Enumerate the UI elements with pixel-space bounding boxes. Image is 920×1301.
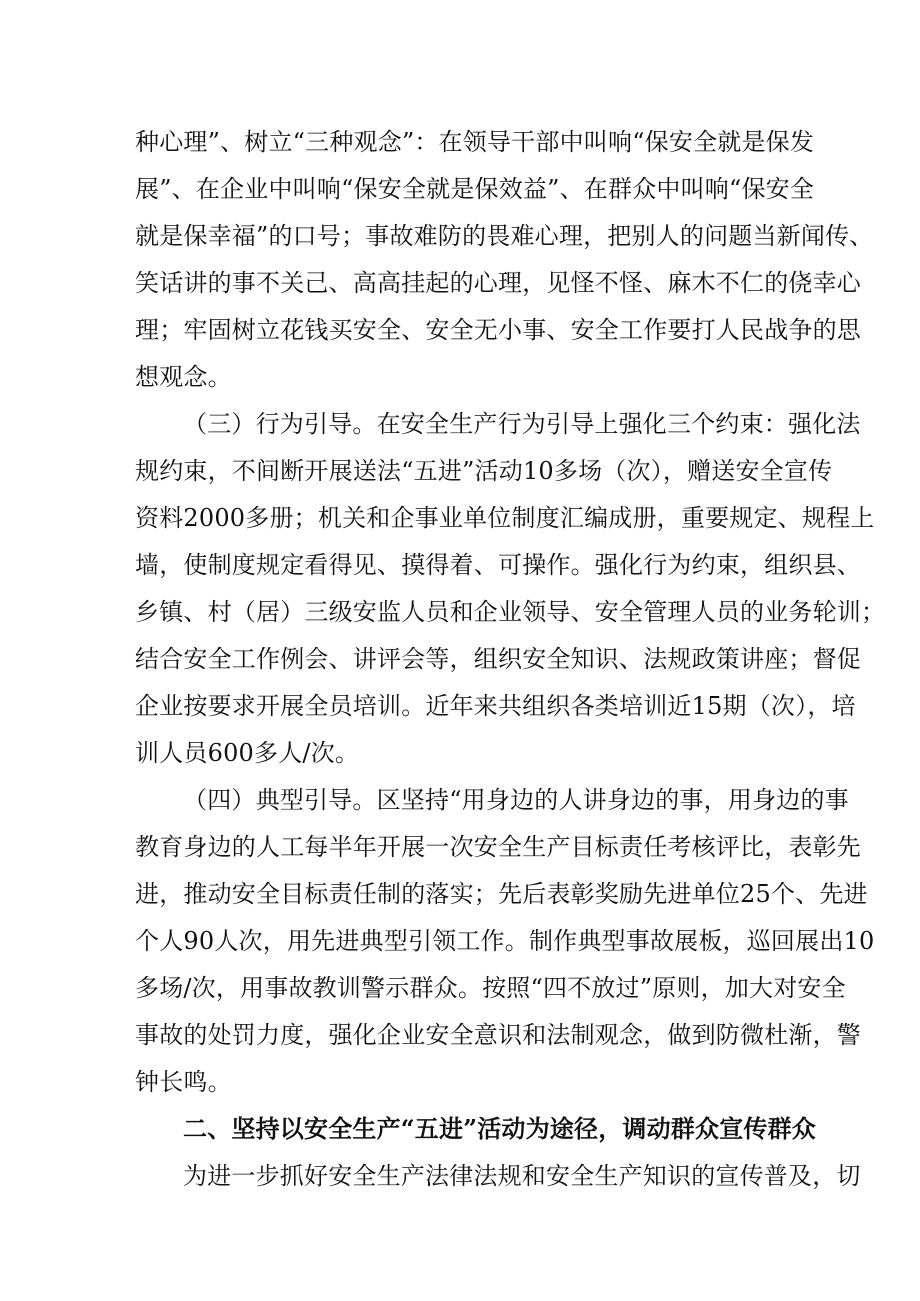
text-line: 个人90人次，用先进典型引领工作。制作典型事故展板，巡回展出10 <box>135 927 875 955</box>
text-line: 想观念。 <box>135 363 232 391</box>
text-line: 多场/次，用事故教训警示群众。按照“四不放过”原则，加大对安全 <box>135 974 846 1002</box>
text-line: 墙，使制度规定看得见、摸得着、可操作。强化行为约束，组织县、 <box>135 551 861 579</box>
text-line: 展”、在企业中叫响“保安全就是保效益”、在群众中叫响“保安全 <box>135 175 815 203</box>
text-line: 种心理”、树立“三种观念”：在领导干部中叫响“保安全就是保发 <box>135 128 815 156</box>
text-line: 训人员600多人/次。 <box>135 739 360 767</box>
text-line: 进，推动安全目标责任制的落实；先后表彰奖励先进单位25个、先进 <box>135 880 868 908</box>
text-line: 规约束，不间断开展送法“五进”活动10多场（次），赠送安全宣传 <box>135 457 833 485</box>
text-line: 乡镇、村（居）三级安监人员和企业领导、安全管理人员的业务轮训； <box>135 598 886 626</box>
text-line: 事故的处罚力度，强化企业安全意识和法制观念，做到防微杜渐，警 <box>135 1021 861 1049</box>
section-heading: 二、坚持以安全生产“五进”活动为途径，调动群众宣传群众 <box>183 1114 817 1143</box>
text-line: 理；牢固树立花钱买安全、安全无小事、安全工作要打人民战争的思 <box>135 316 861 344</box>
text-line: 钟长鸣。 <box>135 1068 232 1096</box>
text-line: 就是保幸福”的口号；事故难防的畏难心理，把别人的问题当新闻传、 <box>135 222 874 250</box>
text-line: 笑话讲的事不关己、高高挂起的心理，见怪不怪、麻木不仁的侥幸心 <box>135 269 861 297</box>
text-line: 结合安全工作例会、讲评会等，组织安全知识、法规政策讲座；督促 <box>135 645 861 673</box>
text-line: 教育身边的人工每半年开展一次安全生产目标责任考核评比，表彰先 <box>135 833 861 861</box>
paragraph-start-line: （四）典型引导。区坚持“用身边的人讲身边的事，用身边的事 <box>183 786 849 814</box>
paragraph-start-line: （三）行为引导。在安全生产行为引导上强化三个约束：强化法 <box>183 410 861 438</box>
text-line: 资料2000多册；机关和企事业单位制度汇编成册，重要规定、规程上 <box>135 504 875 532</box>
text-line: 企业按要求开展全员培训。近年来共组织各类培训近15期（次），培 <box>135 692 856 720</box>
paragraph-start-line: 为进一步抓好安全生产法律法规和安全生产知识的宣传普及，切 <box>183 1162 861 1190</box>
